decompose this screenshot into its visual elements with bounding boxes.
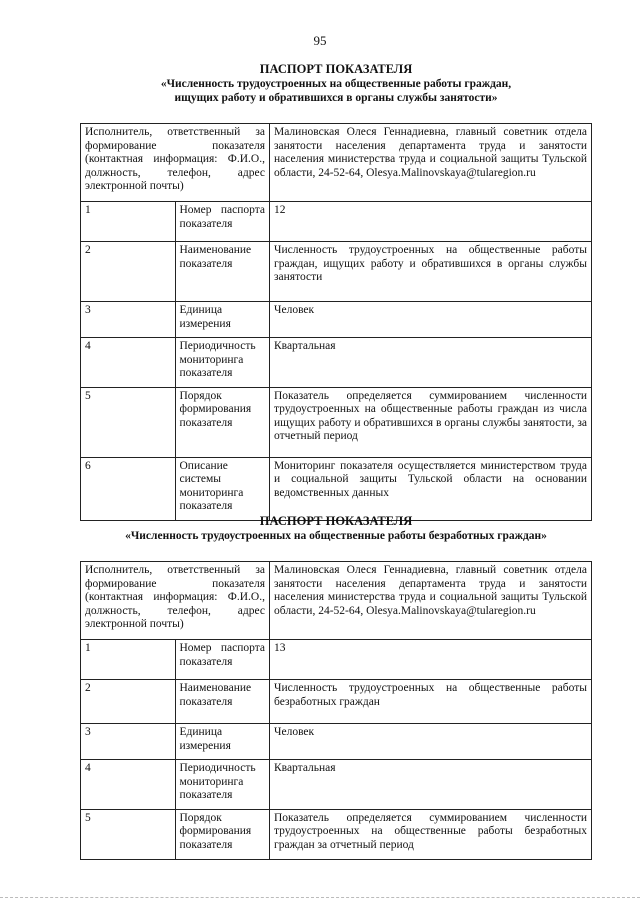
- row-value: Человек: [270, 724, 592, 760]
- row-value: Человек: [270, 302, 592, 338]
- row-value: 12: [270, 202, 592, 242]
- table-row: [81, 809, 592, 859]
- passport-12: [80, 62, 592, 521]
- row-name: Единица измерения: [175, 302, 270, 338]
- row-number: 1: [81, 202, 176, 242]
- passport-subtitle: «Численность трудоустроенных на общественные работы безработных граждан»: [125, 530, 547, 542]
- passport-subtitle-cont: ищущих работу и обратившихся в органы службы занятости»: [174, 92, 498, 104]
- row-value: Численность трудоустроенных на общественные работы безработных граждан: [270, 680, 592, 724]
- executor-row: [81, 562, 592, 640]
- row-value: Квартальная: [270, 338, 592, 388]
- row-name: Периодичность мониторинга показателя: [175, 760, 270, 810]
- passport-subtitle: «Численность трудоустроенных на общественные работы граждан,: [160, 78, 512, 90]
- row-value: 13: [270, 640, 592, 680]
- executor-value: Малиновская Олеся Геннадиевна, главный советник отдела занятости населения департамента труда и занятости населения министерства труда и социальной защиты Тульской области, 24-52-64, Olesya.Malinovskaya@tularegion.ru: [270, 562, 592, 640]
- table-row: [81, 242, 592, 302]
- row-name: Номер паспорта показателя: [175, 640, 270, 680]
- table-row: [81, 338, 592, 388]
- executor-row: [81, 124, 592, 202]
- passport-table: [80, 561, 592, 860]
- table-row: [81, 457, 592, 520]
- row-value: Численность трудоустроенных на общественные работы граждан, ищущих работу и обратившихся в органы службы занятости: [270, 242, 592, 302]
- row-name: Порядок формирования показателя: [175, 809, 270, 859]
- row-value: Квартальная: [270, 760, 592, 810]
- executor-label: Исполнитель, ответственный за формирование показателя (контактная информация: Ф.И.О., должность, телефон, адрес электронной почты): [81, 562, 270, 640]
- row-name: Порядок формирования показателя: [175, 387, 270, 457]
- page-number: 95: [313, 33, 327, 48]
- row-number: 2: [81, 680, 176, 724]
- table-row: [81, 302, 592, 338]
- row-number: 4: [81, 760, 176, 810]
- row-value: Мониторинг показателя осуществляется министерством труда и социальной защиты Тульской области на основании ведомственных данных: [270, 457, 592, 520]
- row-number: 3: [81, 724, 176, 760]
- row-name: Периодичность мониторинга показателя: [175, 338, 270, 388]
- row-number: 4: [81, 338, 176, 388]
- table-row: [81, 680, 592, 724]
- executor-value: Малиновская Олеся Геннадиевна, главный советник отдела занятости населения департамента труда и занятости населения министерства труда и социальной защиты Тульской области, 24-52-64, Olesya.Malinovskaya@tularegion.ru: [270, 124, 592, 202]
- row-number: 2: [81, 242, 176, 302]
- table-row: [81, 640, 592, 680]
- row-value: Показатель определяется суммированием численности трудоустроенных на общественные работы граждан из числа ищущих работу и обратившихся в органы службы занятости, за отчетный период: [270, 387, 592, 457]
- table-row: [81, 202, 592, 242]
- row-number: 6: [81, 457, 176, 520]
- row-name: Наименование показателя: [175, 242, 270, 302]
- row-value: Показатель определяется суммированием численности трудоустроенных на общественные работы безработных граждан за отчетный период: [270, 809, 592, 859]
- executor-label: Исполнитель, ответственный за формирование показателя (контактная информация: Ф.И.О., должность, телефон, адрес электронной почты): [81, 124, 270, 202]
- row-number: 1: [81, 640, 176, 680]
- table-row: [81, 760, 592, 810]
- row-number: 3: [81, 302, 176, 338]
- passport-table: [80, 123, 592, 521]
- passport-title: ПАСПОРТ ПОКАЗАТЕЛЯ: [259, 62, 413, 76]
- row-number: 5: [81, 387, 176, 457]
- passport-13: [80, 514, 592, 860]
- row-name: Номер паспорта показателя: [175, 202, 270, 242]
- row-name: Описание системы мониторинга показателя: [175, 457, 270, 520]
- row-number: 5: [81, 809, 176, 859]
- passport-title: ПАСПОРТ ПОКАЗАТЕЛЯ: [259, 514, 413, 528]
- row-name: Наименование показателя: [175, 680, 270, 724]
- table-row: [81, 724, 592, 760]
- page-bottom-divider: [0, 897, 640, 899]
- table-row: [81, 387, 592, 457]
- row-name: Единица измерения: [175, 724, 270, 760]
